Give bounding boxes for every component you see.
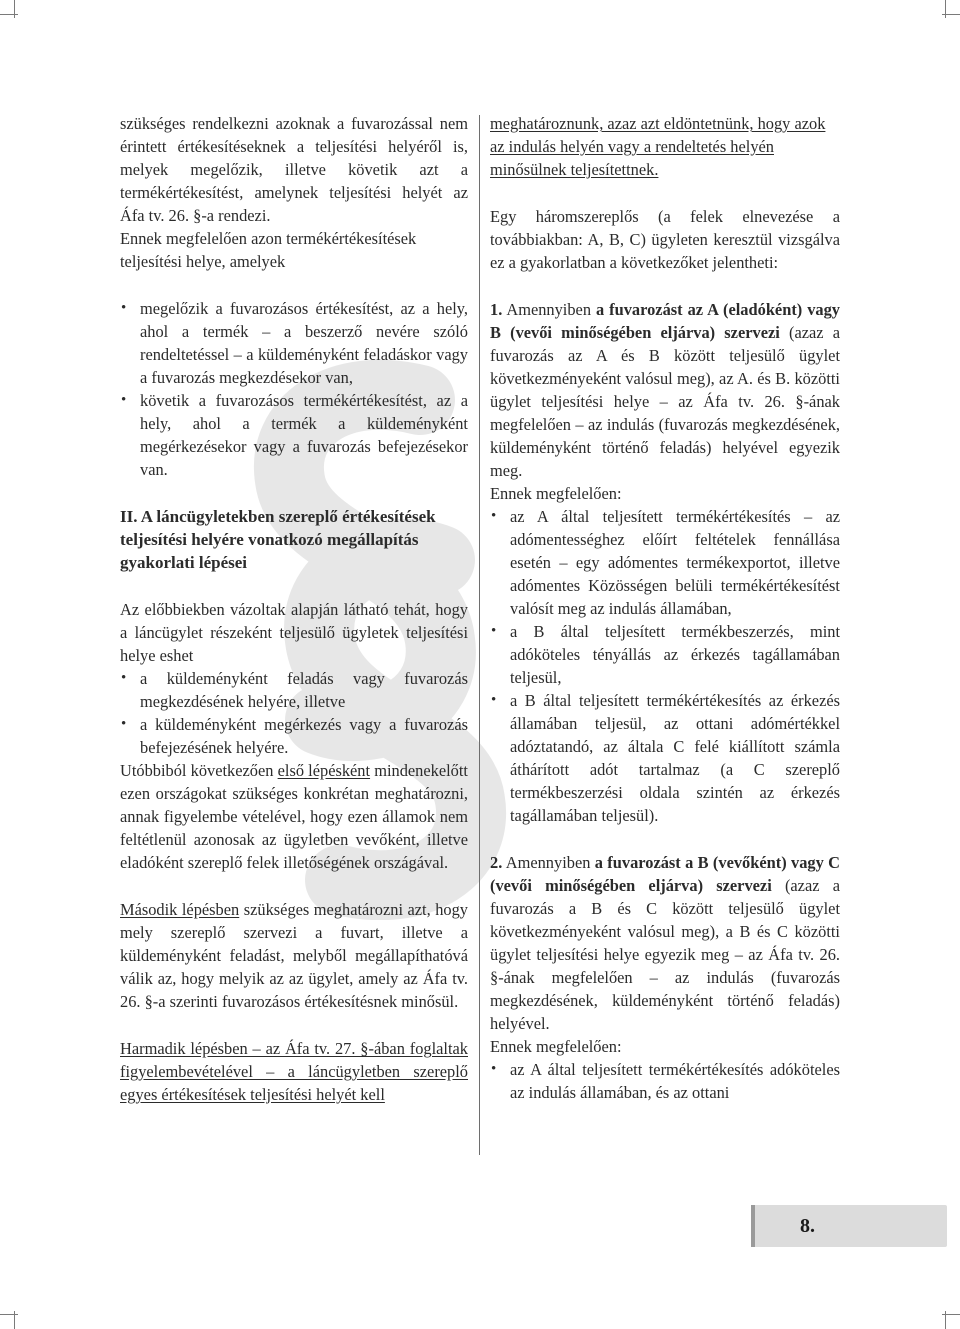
section-heading-number: II. xyxy=(120,507,138,526)
case-2-bullet-list xyxy=(490,1058,840,1104)
page-number-box xyxy=(751,1205,947,1247)
case-2-lead: Ennek megfelelően: xyxy=(490,1037,622,1056)
left-column xyxy=(120,112,468,1106)
case-1-number: 1. xyxy=(490,300,503,319)
case-1-bullet-list xyxy=(490,505,840,827)
crop-mark-bottom-left-h xyxy=(0,1314,18,1315)
paragraph-text: Utóbbiból következően xyxy=(120,761,278,780)
page-number: 8. xyxy=(800,1215,815,1237)
left-bullet-list-1 xyxy=(120,297,468,481)
crop-mark-bottom-right-h xyxy=(942,1314,960,1315)
paragraph-text: (azaz a fuvarozás a B és C között teljesülő ügylet következményeként valósul meg), a B és C közötti ügylet teljesítési helye egyezik meg – az Áfa tv. 26. §-ának megfelelően – az indulás (fuvarozás megkezdésének, küldeményként történő feladás) helyével. xyxy=(490,876,840,1033)
left-paragraph-5 xyxy=(120,898,468,1013)
left-paragraph-2: Ennek megfelelően azon termékértékesítések teljesítési helye, amelyek xyxy=(120,229,417,271)
case-2-number: 2. xyxy=(490,853,503,872)
left-paragraph-6 xyxy=(120,1037,468,1106)
left-paragraph-1: szükséges rendelkezni azoknak a fuvarozással nem érintett értékesítéseknek a teljesítési helyéről is, melyek megelőzik, illetve követik azt a termékértékesítést, amelynek teljesítési helyét az Áfa tv. 26. §-a rendezi. xyxy=(120,114,468,225)
right-paragraph-1 xyxy=(490,112,840,181)
section-heading-text: A láncügyletekben szereplő értékesítések teljesítési helyére vonatkozó megállapítás gyakorlati lépései xyxy=(120,507,436,572)
column-divider xyxy=(479,115,480,1155)
left-paragraph-4 xyxy=(120,759,468,874)
right-column xyxy=(490,112,840,1104)
list-item: • követik a fuvarozásos termékértékesítést, az a hely, ahol a termék a küldeményként megérkezésekor vagy a fuvarozás befejezésekor van. xyxy=(120,389,468,481)
crop-mark-top-right-v xyxy=(945,0,946,18)
list-item: • az A által teljesített termékértékesítés – az adómentességhez előírt feltételek fennállása esetén – egy adómentes termékexportot, illetve adómentes Közösségen belüli termékértékesítést valósít meg az indulás államában, xyxy=(490,505,840,620)
case-2-paragraph xyxy=(490,851,840,1035)
list-item: • a küldeményként megérkezés vagy a fuvarozás befejezésének helyére. xyxy=(120,713,468,759)
step-one-underlined: első lépésként xyxy=(277,761,371,780)
case-1-lead: Ennek megfelelően: xyxy=(490,484,622,503)
list-item: • a B által teljesített termékértékesítés az érkezés államában teljesül, az ottani adómértékkel adóztatandó, az általa C felé kiállított számla áthárított adót tartalmaz (a C szereplő termékbeszerzési oldala szintén az érkezés tagállamában teljesül). xyxy=(490,689,840,827)
case-1-paragraph xyxy=(490,298,840,482)
step-two-underlined: Második lépésben xyxy=(120,900,240,919)
left-paragraph-3: Az előbbiekben vázoltak alapján látható tehát, hogy a láncügylet részeként teljesülő ügyletek teljesítési helye eshet xyxy=(120,600,468,665)
list-item: • a B által teljesített termékbeszerzés, mint adóköteles tényállás az érkezés tagállamában teljesül, xyxy=(490,620,840,689)
left-bullet-list-2 xyxy=(120,667,468,759)
crop-mark-top-left-v xyxy=(14,0,15,18)
paragraph-text: szükséges meghatározni azt, hogy mely szereplő szervezi a fuvart, illetve a küldeményként feladást, melyből megállapíthatóvá válik az, hogy melyik az az ügylet, amely az Áfa tv. 26. §-a szerinti fuvarozásos értékesítésnek minősül. xyxy=(120,900,469,1011)
paragraph-text: Amennyiben xyxy=(502,853,595,872)
right-paragraph-2: Egy háromszereplős (a felek elnevezése a továbbiakban: A, B, C) ügyleten keresztül vizsgálva ez a gyakorlatban a következőket jelentheti: xyxy=(490,207,840,272)
list-item: • az A által teljesített termékértékesítés adóköteles az indulás államában, és az ottani xyxy=(490,1058,840,1104)
step-three-underlined: Harmadik lépésben – az Áfa tv. 27. §-ában foglaltak figyelembevételével – a láncügyletben szereplő egyes értékesítések teljesítési helyét kell xyxy=(120,1039,468,1104)
section-heading xyxy=(120,505,468,574)
case-2-bold-text: a fuvarozást a B (vevőként) vagy C (vevői minőségében eljárva) szervezi xyxy=(490,853,840,895)
page-number-box-edge xyxy=(751,1205,755,1247)
continued-underlined-text: meghatároznunk, azaz azt eldöntetnünk, hogy azok az indulás helyén vagy a rendeltetés helyén minősülnek teljesítettnek. xyxy=(490,114,826,179)
paragraph-text: Amennyiben xyxy=(502,300,596,319)
crop-mark-top-right-h xyxy=(942,14,960,15)
case-1-bold-text: a fuvarozást az A (eladóként) vagy B (vevői minőségében eljárva) szervezi xyxy=(490,300,840,342)
paragraph-text: (azaz a fuvarozás az A és B között teljesülő ügylet következményeként valósul meg), az A. és B. közötti ügylet teljesítési helye – az Áfa tv. 26. §-ának megfelelően – az indulás (fuvarozás megkezdésének, küldeményként történő feladás) helyével egyezik meg. xyxy=(490,323,840,480)
paragraph-text: mindenekelőtt ezen országokat szükséges konkrétan meghatározni, annak figyelembe vételével, hogy ezen államok nem feltétlenül azonosak az ügyletben vevőként, illetve eladóként szereplő felek illetőségének országával. xyxy=(120,761,468,872)
crop-mark-top-left-h xyxy=(0,14,18,15)
list-item: • a küldeményként feladás vagy fuvarozás megkezdésének helyére, illetve xyxy=(120,667,468,713)
list-item: • megelőzik a fuvarozásos értékesítést, az a hely, ahol a termék – a beszerző nevére szóló rendeltetéssel – a küldeményként feladáskor vagy a fuvarozás megkezdésekor van, xyxy=(120,297,468,389)
